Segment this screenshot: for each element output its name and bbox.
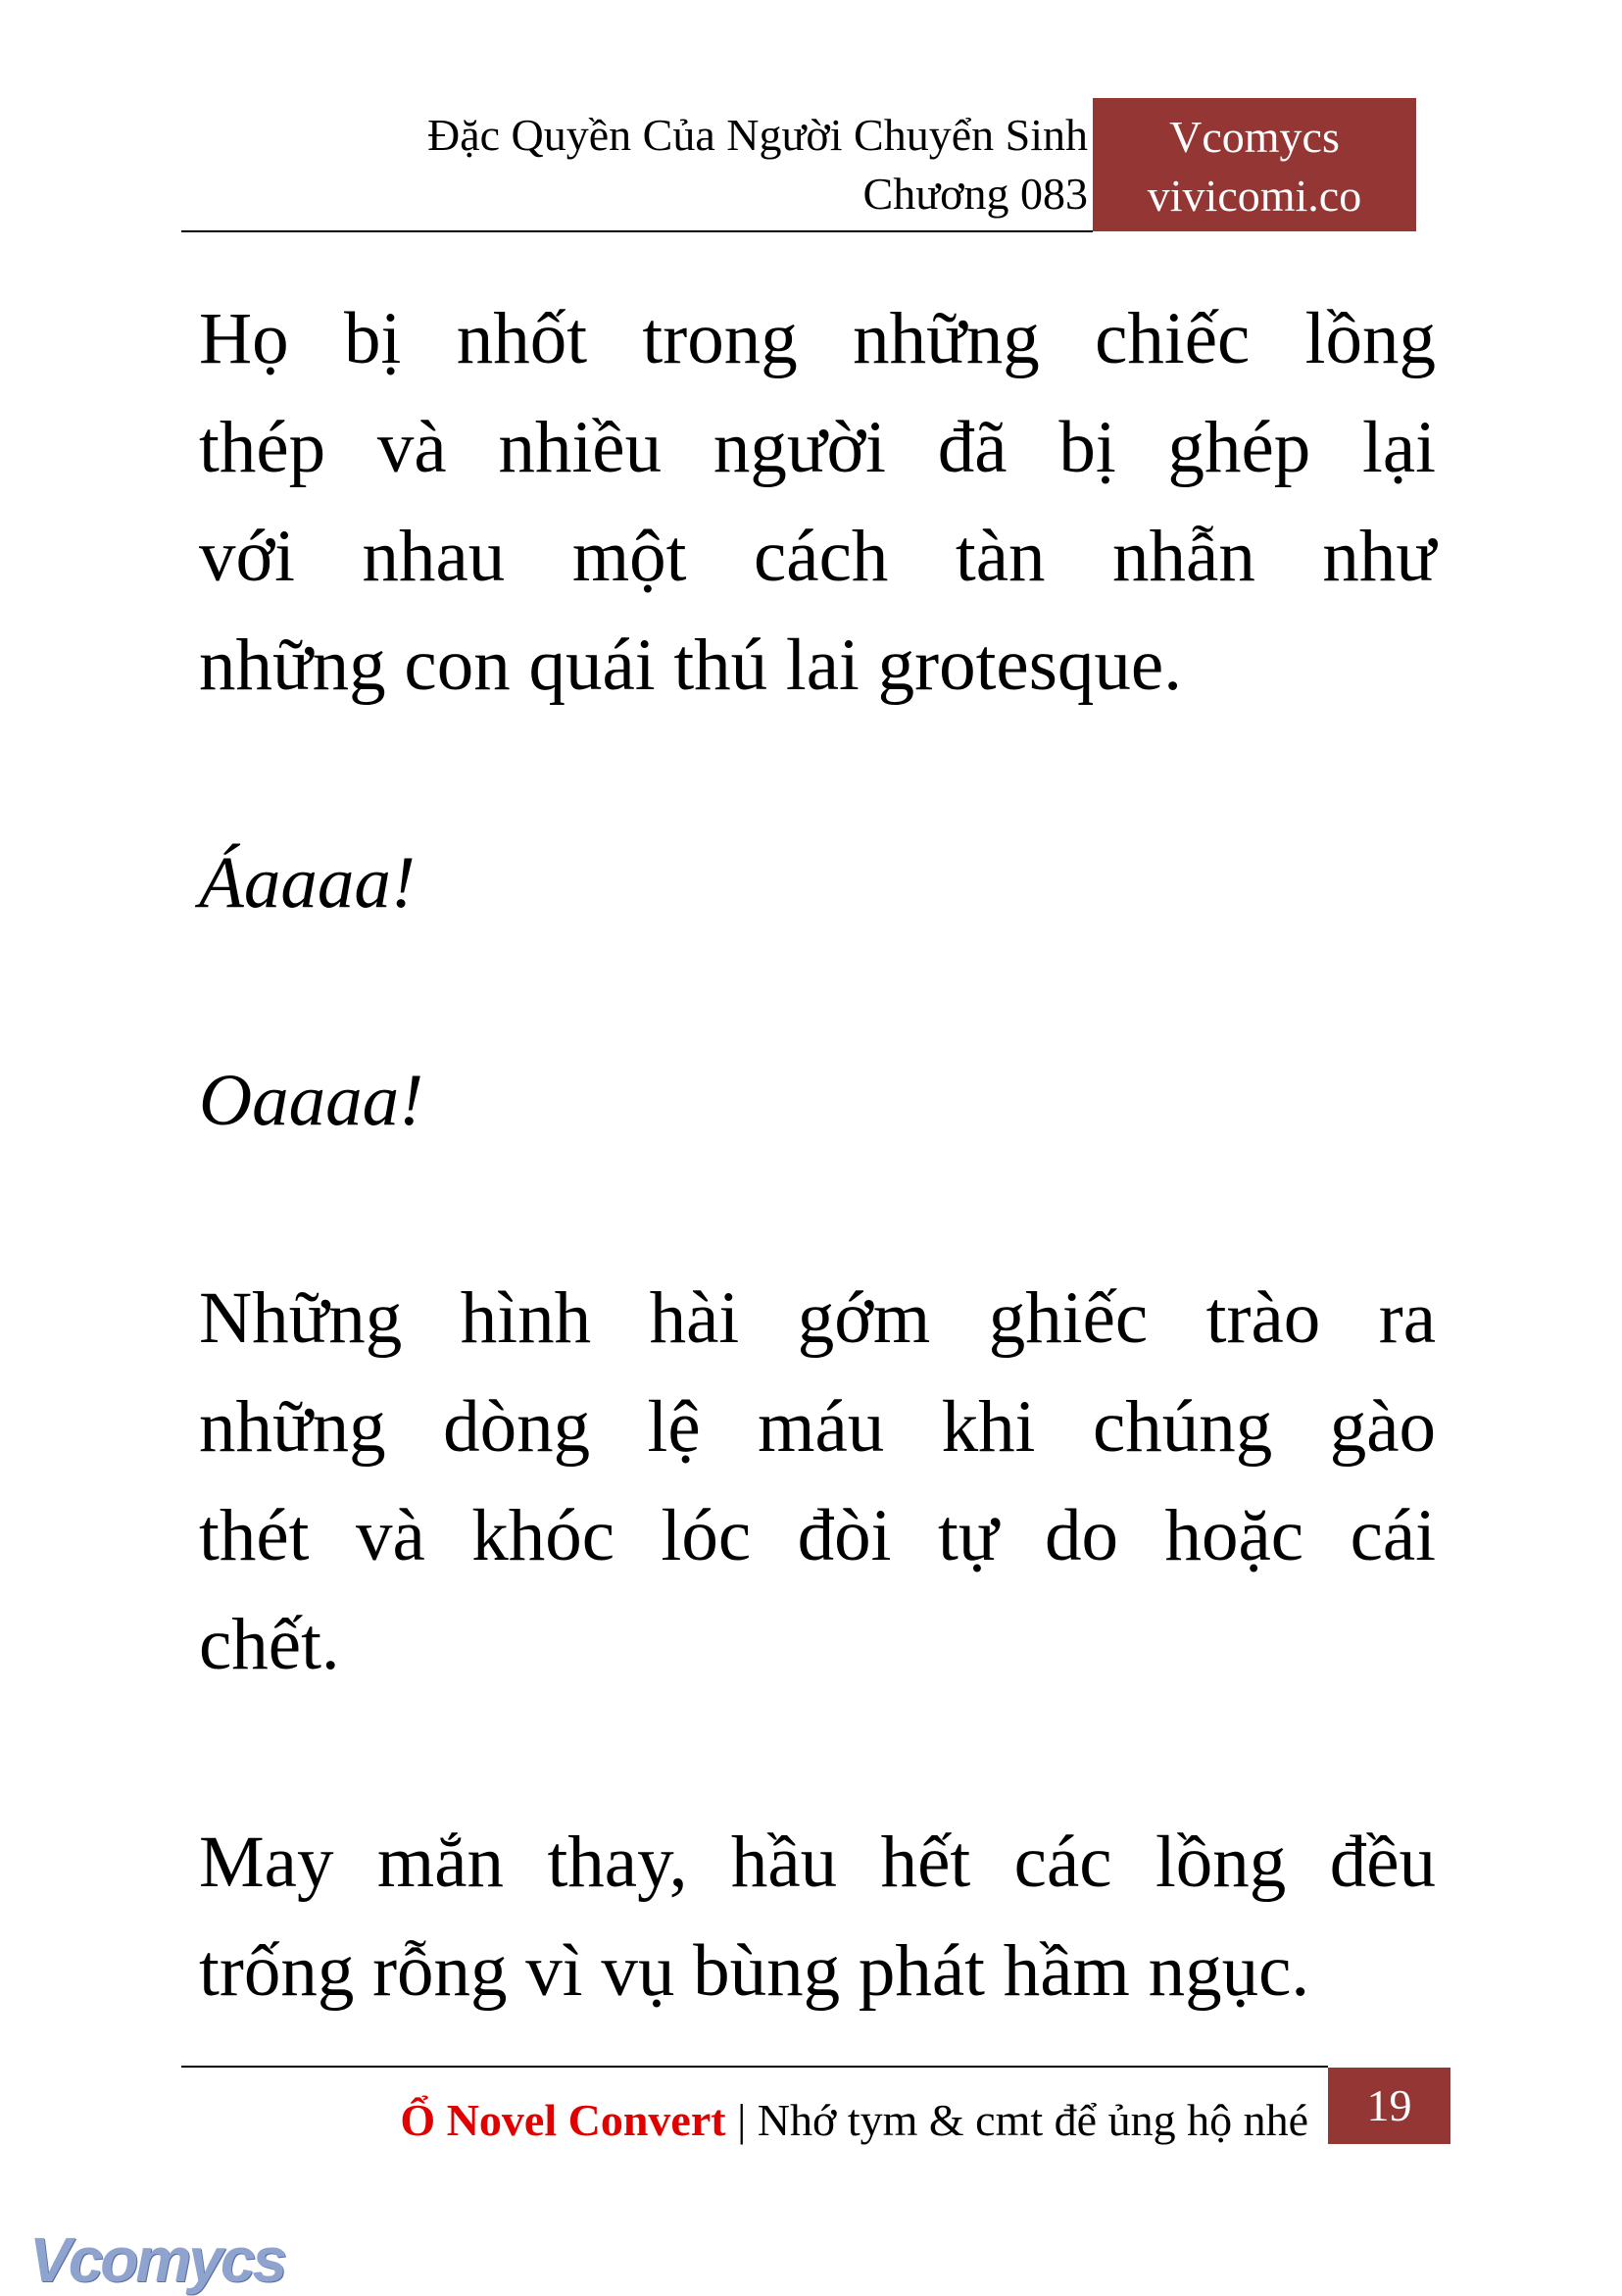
text-line: những con quái thú lai grotesque. xyxy=(199,624,1182,706)
chapter-body xyxy=(199,284,1436,2134)
brand-site: vivicomi.co xyxy=(1147,171,1362,221)
header-title-block xyxy=(427,106,1088,224)
chapter-number: Chương 083 xyxy=(862,169,1088,219)
brand-badge xyxy=(1093,98,1416,231)
paragraph xyxy=(199,284,1436,720)
text-line: trống rỗng vì vụ bùng phát hầm ngục. xyxy=(199,1930,1310,2012)
brand-name: Vcomycs xyxy=(1169,112,1340,162)
text-line: Áaaaa! xyxy=(199,842,416,923)
page-number: 19 xyxy=(1328,2068,1450,2144)
text-line: với nhau một cách tàn nhẫn như xyxy=(199,516,1436,597)
text-line: những dòng lệ máu khi chúng gào xyxy=(199,1386,1436,1468)
text-line: May mắn thay, hầu hết các lồng đều xyxy=(199,1822,1436,1903)
paragraph xyxy=(199,1808,1436,2025)
text-line: thép và nhiều người đã bị ghép lại xyxy=(199,407,1436,488)
text-line: Oaaaa! xyxy=(199,1060,424,1141)
text-line: Họ bị nhốt trong những chiếc lồng xyxy=(199,298,1436,379)
footer-divider xyxy=(181,2066,1328,2068)
footer-message: Nhớ tym & cmt để ủng hộ nhé xyxy=(757,2095,1308,2145)
text-line: Những hình hài gớm ghiếc trào ra xyxy=(199,1277,1436,1359)
text-line: chết. xyxy=(199,1604,340,1685)
paragraph xyxy=(199,1264,1436,1699)
paragraph xyxy=(199,828,1436,937)
footer-text xyxy=(400,2093,1308,2148)
header-divider xyxy=(181,230,1093,232)
footer-separator: | xyxy=(737,2095,747,2145)
paragraph xyxy=(199,1046,1436,1155)
text-line: thét và khóc lóc đòi tự do hoặc cái xyxy=(199,1495,1436,1576)
vcomycs-watermark-logo: Vcomycs xyxy=(29,2224,285,2295)
book-title: Đặc Quyền Của Người Chuyển Sinh xyxy=(426,110,1088,160)
footer-brand: Ổ Novel Convert xyxy=(400,2095,726,2145)
